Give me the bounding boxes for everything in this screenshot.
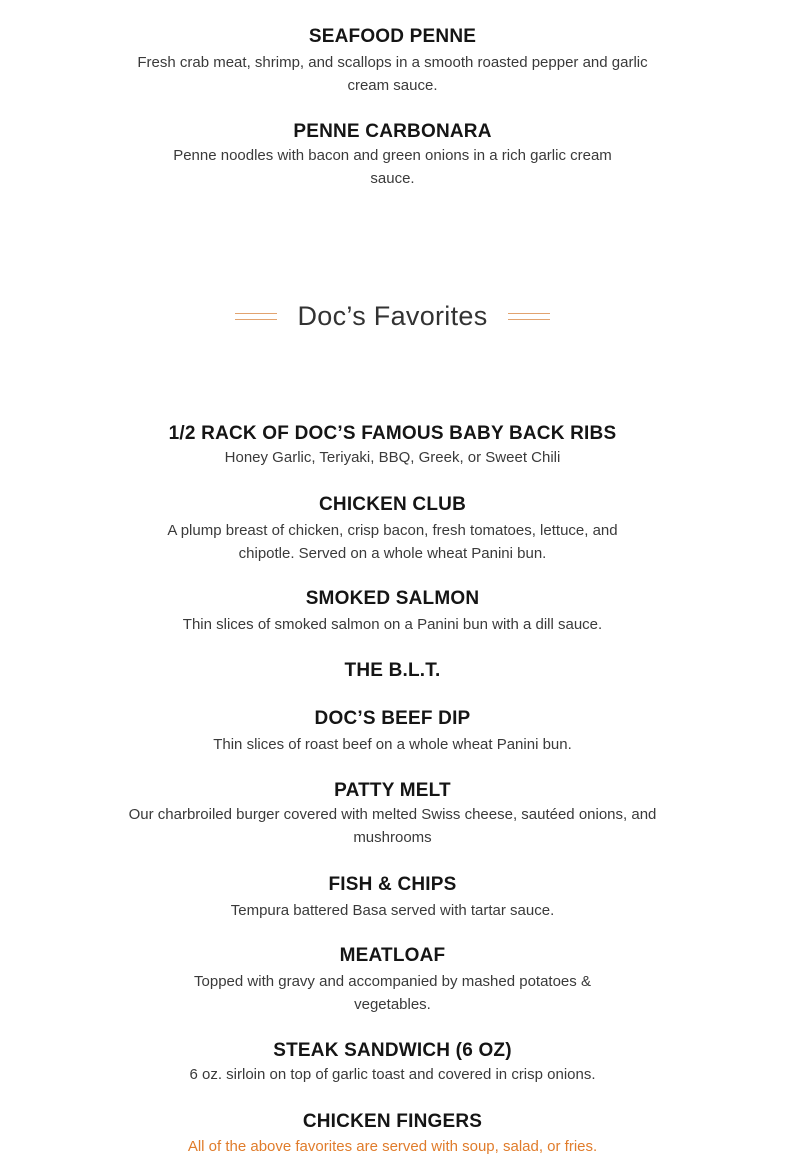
item-name: SEAFOOD PENNE — [308, 26, 477, 47]
item-description: Tempura battered Basa served with tartar sauce. — [230, 902, 555, 919]
item-name: STEAK SANDWICH (6 OZ) — [273, 1040, 512, 1061]
item-name: DOC’S BEEF DIP — [314, 708, 471, 729]
menu-item-smoked-salmon — [0, 587, 785, 636]
menu-item-fish-and-chips — [0, 873, 785, 922]
heading-divider-left — [235, 313, 277, 320]
item-description: Honey Garlic, Teriyaki, BBQ, Greek, or Sweet Chili — [224, 449, 561, 466]
item-name: PATTY MELT — [334, 780, 451, 801]
item-name: THE B.L.T. — [344, 660, 441, 681]
item-description: A plump breast of chicken, crisp bacon, fresh tomatoes, lettuce, and chipotle. Served on a whole wheat Panini bun. — [167, 522, 618, 562]
item-name: PENNE CARBONARA — [293, 121, 492, 142]
favorites-sides-note: All of the above favorites are served with soup, salad, or fries. — [187, 1138, 598, 1155]
item-description: Penne noodles with bacon and green onions in a rich garlic cream sauce. — [173, 147, 612, 187]
item-description: Our charbroiled burger covered with melted Swiss cheese, sautéed onions, and mushrooms — [128, 806, 657, 846]
item-name: MEATLOAF — [339, 945, 446, 966]
section-title: Doc’s Favorites — [297, 300, 488, 331]
item-description: Topped with gravy and accompanied by mashed potatoes & vegetables. — [194, 973, 591, 1013]
item-name: CHICKEN CLUB — [318, 494, 466, 515]
item-name: FISH & CHIPS — [328, 874, 457, 895]
item-description: Thin slices of roast beef on a whole wheat Panini bun. — [213, 736, 572, 753]
menu-item-chicken-club — [0, 493, 785, 565]
item-description: Thin slices of smoked salmon on a Panini bun with a dill sauce. — [182, 616, 603, 633]
section-heading — [0, 296, 785, 336]
menu-item-chicken-fingers — [0, 1110, 785, 1134]
item-name: CHICKEN FINGERS — [302, 1111, 483, 1132]
heading-divider-right — [508, 313, 550, 320]
menu-item-meatloaf — [0, 944, 785, 1016]
menu-item-steak-sandwich — [0, 1039, 785, 1086]
menu-item-baby-back-ribs — [0, 422, 785, 469]
item-description: Fresh crab meat, shrimp, and scallops in a smooth roasted pepper and garlic cream sauce. — [137, 54, 648, 94]
item-name: 1/2 RACK OF DOC’S FAMOUS BABY BACK RIBS — [168, 423, 617, 444]
menu-item-seafood-penne — [0, 25, 785, 97]
menu-item-beef-dip — [0, 707, 785, 756]
menu-item-blt — [0, 659, 785, 683]
item-name: SMOKED SALMON — [305, 588, 480, 609]
item-description: 6 oz. sirloin on top of garlic toast and covered in crisp onions. — [189, 1066, 596, 1083]
menu-item-patty-melt — [0, 779, 785, 849]
menu-item-penne-carbonara — [0, 120, 785, 190]
